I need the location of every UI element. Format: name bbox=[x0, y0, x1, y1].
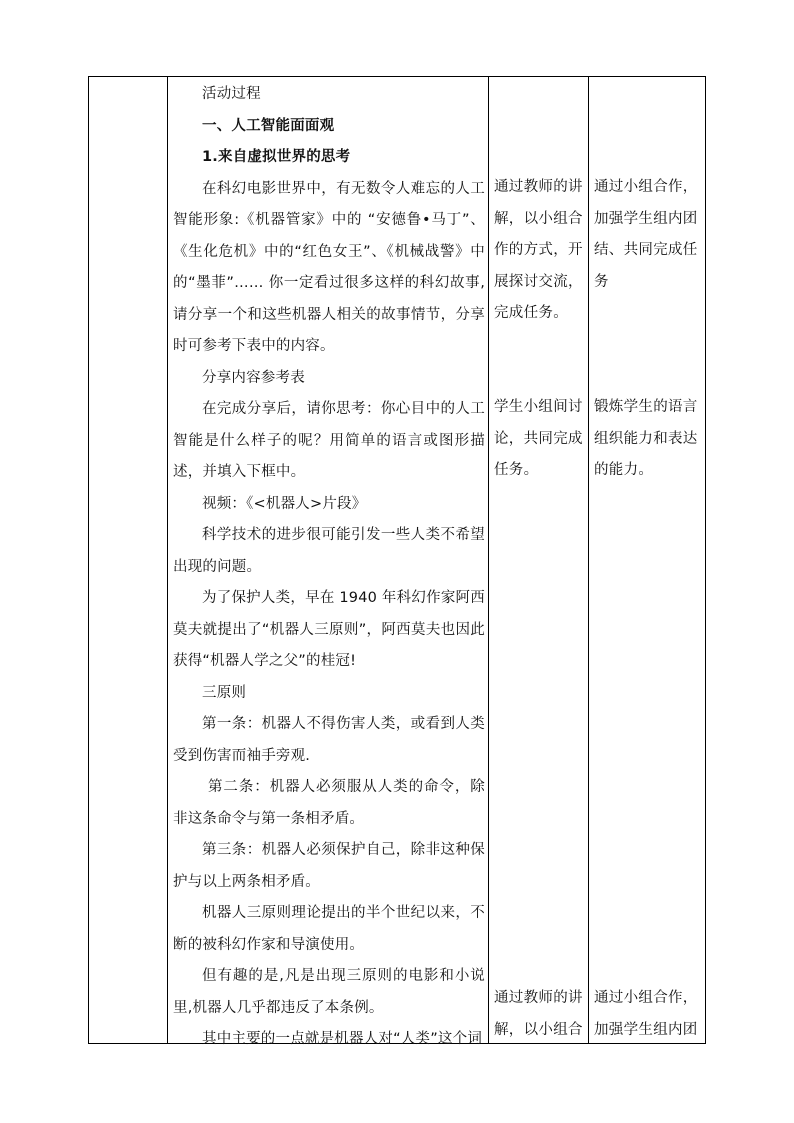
table-column-divider bbox=[167, 76, 168, 1044]
video-line: 视频：《<机器人>片段》 bbox=[202, 495, 367, 512]
rule-item: 第二条：机器人必须服从人类的命令，除非这条命令与第一条相矛盾。 bbox=[173, 779, 485, 827]
activity-process-column bbox=[173, 79, 485, 1056]
activity-heading: 活动过程 bbox=[202, 86, 261, 102]
design-intent-cell: 通过小组合作，加强学生组内团结、共同完成任务 bbox=[594, 179, 698, 290]
rule-item: 第一条：机器人不得伤害人类，或看到人类受到伤害而袖手旁观. bbox=[173, 716, 485, 764]
rules-heading: 三原则 bbox=[202, 684, 247, 701]
teacher-activity-cell: 学生小组间讨论，共同完成任务。 bbox=[494, 399, 583, 478]
paragraph: 其中主要的一点就是机器人对“人类”这个词 bbox=[202, 1031, 483, 1047]
subsection-heading: 1.来自虚拟世界的思考 bbox=[202, 149, 351, 165]
table-column-divider bbox=[488, 76, 489, 1044]
rule-item: 第三条：机器人必须保护自己，除非这种保护与以上两条相矛盾。 bbox=[173, 842, 485, 890]
table-caption: 分享内容参考表 bbox=[202, 369, 305, 386]
design-intent-cell: 通过小组合作，加强学生组内团 bbox=[594, 990, 698, 1038]
paragraph: 机器人三原则理论提出的半个世纪以来，不断的被科幻作家和导演使用。 bbox=[173, 905, 485, 953]
design-intent-cell: 锻炼学生的语言组织能力和表达的能力。 bbox=[594, 399, 698, 478]
section-heading: 一、人工智能面面观 bbox=[202, 117, 335, 134]
teacher-activity-cell: 通过教师的讲解，以小组合 bbox=[494, 990, 583, 1038]
table-column-divider bbox=[588, 76, 589, 1044]
paragraph: 在完成分享后，请你思考：你心目中的人工智能是什么样子的呢？用简单的语言或图形描述，并填入下框中。 bbox=[173, 401, 485, 480]
teacher-activity-cell: 通过教师的讲解，以小组合作的方式，开展探讨交流，完成任务。 bbox=[494, 179, 583, 321]
paragraph: 为了保护人类，早在 1940 年科幻作家阿西莫夫就提出了“机器人三原则”，阿西莫夫也因此获得“机器人学之父”的桂冠! bbox=[173, 590, 485, 669]
paragraph: 科学技术的进步很可能引发一些人类不希望出现的问题。 bbox=[173, 527, 485, 575]
paragraph: 但有趣的是,凡是出现三原则的电影和小说里,机器人几乎都违反了本条例。 bbox=[173, 968, 485, 1016]
paragraph: 在科幻电影世界中，有无数令人难忘的人工智能形象:《机器管家》中的 “安德鲁•马丁”、《生化危机》中的“红色女王”、《机械战警》中的“墨菲”…… 你一定看过很多这样的科幻故事,请分享一个和这些机器人相关的故事情节，分享时可参考下表中的内容。 bbox=[173, 180, 485, 354]
